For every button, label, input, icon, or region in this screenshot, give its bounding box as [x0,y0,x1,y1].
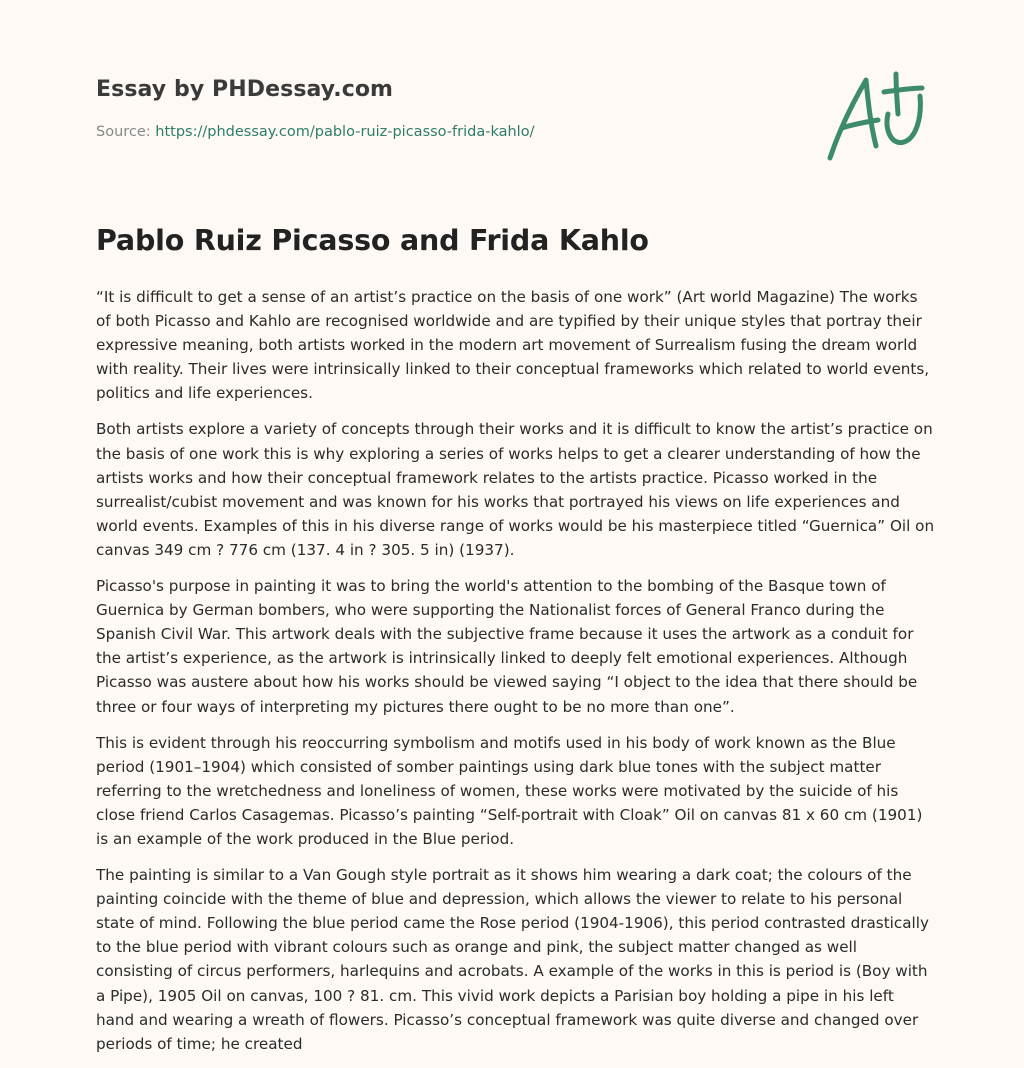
source-link[interactable]: https://phdessay.com/pablo-ruiz-picasso-frida-kahlo/ [155,124,535,140]
source-line [96,124,534,140]
essay-title: Pablo Ruiz Picasso and Frida Kahlo [96,224,649,257]
site-brand: Essay by PHDessay.com [96,77,394,102]
essay-paragraph: Both artists explore a variety of concepts through their works and it is difficult to know the artist’s practice on the basis of one work this is why exploring a series of works helps to get a clearer understanding of how the artists works and how their conceptual framework relates to the artists practice. Picasso worked in the surrealist/cubist movement and was known for his works that portrayed his views on life experiences and world events. Examples of this in his diverse range of works would be his masterpiece titled “Guernica” Oil on canvas 349 cm ? 776 cm (137. 4 in ? 305. 5 in) (1937). [96,420,935,559]
essay-paragraph: The painting is similar to a Van Gough style portrait as it shows him wearing a dark coat; the colours of the painting coincide with the theme of blue and depression, which allows the viewer to relate to his personal state of mind. Following the blue period came the Rose period (1904-1906), this period contrasted drastically to the blue period with vibrant colours such as orange and pink, the subject matter changed as well consisting of circus performers, harlequins and acrobats. A example of the works in this is period is (Boy with a Pipe), 1905 Oil on canvas, 100 ? 81. cm. This vivid work depicts a Parisian boy holding a pipe in his left hand and wearing a wreath of flowers. Picasso’s conceptual framework was quite diverse and changed over periods of time; he created [96,866,929,1053]
a-plus-grade-icon [822,66,932,166]
essay-paragraph: “It is difficult to get a sense of an artist’s practice on the basis of one work” (Art world Magazine) The works of both Picasso and Kahlo are recognised worldwide and are typified by their unique styles that portray their expressive meaning, both artists worked in the modern art movement of Surrealism fusing the dream world with reality. Their lives were intrinsically linked to their conceptual frameworks which related to world events, politics and life experiences. [96,288,930,403]
essay-paragraph: This is evident through his reoccurring symbolism and motifs used in his body of work known as the Blue period (1901–1904) which consisted of somber paintings using dark blue tones with the subject matter referring to the wretchedness and loneliness of women, these works were motivated by the suicide of his close friend Carlos Casagemas. Picasso’s painting “Self-portrait with Cloak” Oil on canvas 81 x 60 cm (1901) is an example of the work produced in the Blue period. [96,733,923,848]
essay-body [96,285,936,1068]
essay-paragraph: Picasso's purpose in painting it was to bring the world's attention to the bombing of the Basque town of Guernica by German bombers, who were supporting the Nationalist forces of General Franco during the Spanish Civil War. This artwork deals with the subjective frame because it uses the artwork as a conduit for the artist’s experience, as the artwork is intrinsically linked to deeply felt emotional experiences. Although Picasso was austere about how his works should be viewed saying “I object to the idea that there should be three or four ways of interpreting my pictures there ought to be no more than one”. [96,577,918,716]
source-label: Source: [96,124,156,140]
